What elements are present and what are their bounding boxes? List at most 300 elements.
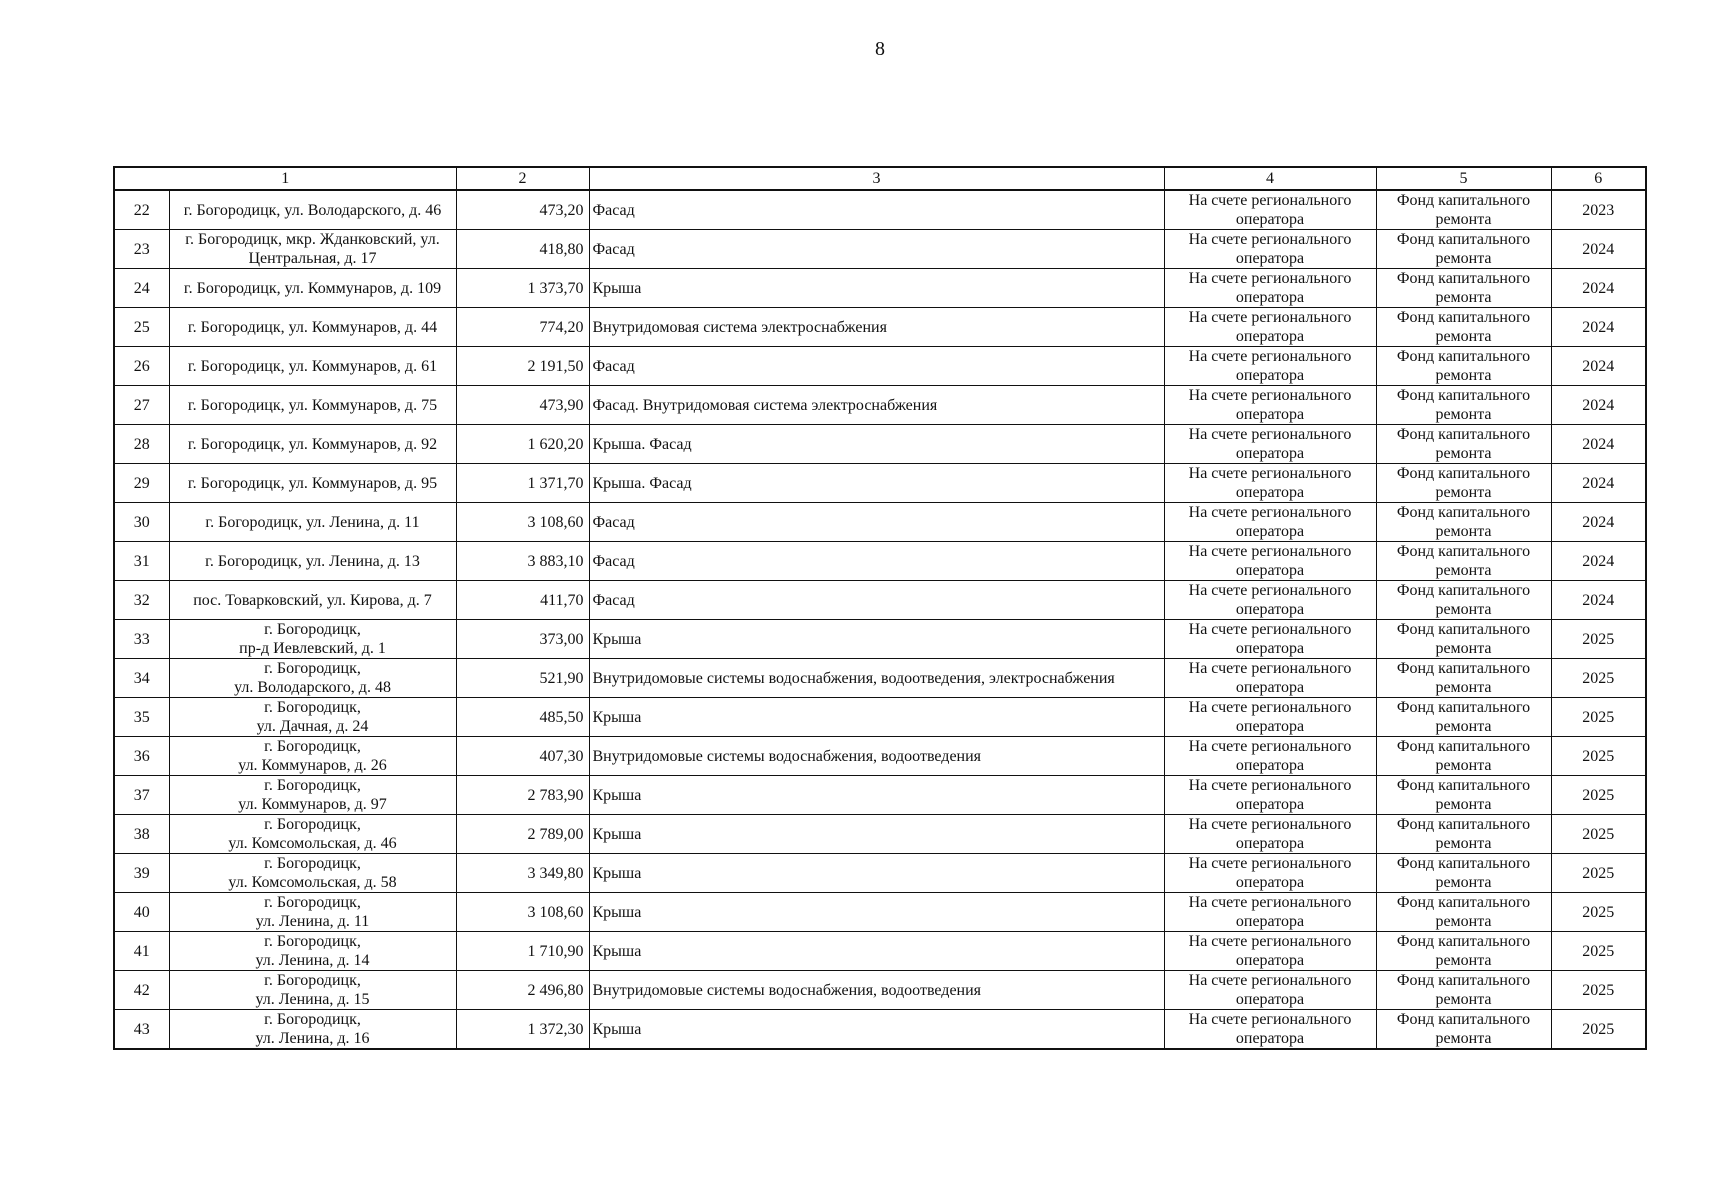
address-cell-line: ул. Комсомольская, д. 58 (228, 874, 397, 891)
account-cell (1164, 737, 1376, 776)
account-cell-line: оператора (1235, 328, 1305, 345)
funding-source-cell-line: Фонд капитального (1396, 543, 1531, 560)
account-cell-line: оператора (1235, 250, 1305, 267)
funding-source-cell-line: ремонта (1435, 523, 1492, 540)
account-cell-line: оператора (1235, 679, 1305, 696)
works-cell: Внутридомовые системы водоснабжения, водоотведения, электроснабжения (589, 659, 1164, 698)
year-cell: 2024 (1551, 542, 1646, 581)
account-cell-line: оператора (1235, 718, 1305, 735)
account-cell-line: оператора (1235, 211, 1305, 228)
funding-source-cell-line: ремонта (1435, 640, 1492, 657)
address-cell (169, 815, 456, 854)
funding-source-cell (1376, 971, 1551, 1010)
account-cell-line: оператора (1235, 484, 1305, 501)
table-row (114, 854, 1646, 893)
funding-source-cell (1376, 542, 1551, 581)
account-cell-line: оператора (1235, 835, 1305, 852)
address-cell (169, 932, 456, 971)
year-cell: 2023 (1551, 190, 1646, 230)
address-cell (169, 776, 456, 815)
address-cell-line: ул. Коммунаров, д. 26 (238, 757, 387, 774)
address-cell (169, 1010, 456, 1050)
address-cell-line: г. Богородицк, (264, 972, 361, 989)
funding-source-cell (1376, 581, 1551, 620)
area-cell: 1 710,90 (456, 932, 589, 971)
account-cell-line: На счете регионального (1188, 231, 1352, 248)
address-cell-line: г. Богородицк, (264, 1011, 361, 1028)
address-cell-line: ул. Ленина, д. 11 (255, 913, 370, 930)
year-cell: 2024 (1551, 308, 1646, 347)
account-cell (1164, 347, 1376, 386)
table-row (114, 698, 1646, 737)
address-cell-line: г. Богородицк, (264, 816, 361, 833)
works-cell: Крыша (589, 932, 1164, 971)
table-row (114, 815, 1646, 854)
table-row (114, 971, 1646, 1010)
works-cell: Внутридомовые системы водоснабжения, водоотведения (589, 737, 1164, 776)
address-cell-line: г. Богородицк, ул. Коммунаров, д. 92 (187, 435, 438, 453)
year-cell: 2024 (1551, 581, 1646, 620)
row-number-cell: 31 (114, 542, 169, 581)
year-cell: 2025 (1551, 932, 1646, 971)
account-cell-line: оператора (1235, 640, 1305, 657)
address-cell (169, 386, 456, 425)
table-row (114, 308, 1646, 347)
account-cell-line: На счете регионального (1188, 387, 1352, 404)
address-cell (169, 269, 456, 308)
header-col-4: 4 (1164, 167, 1376, 190)
account-cell-line: оператора (1235, 874, 1305, 891)
row-number-cell: 38 (114, 815, 169, 854)
year-cell: 2025 (1551, 1010, 1646, 1050)
address-cell-line: г. Богородицк, (264, 738, 361, 755)
table-row (114, 347, 1646, 386)
account-cell (1164, 698, 1376, 737)
account-cell (1164, 1010, 1376, 1050)
row-number-cell: 39 (114, 854, 169, 893)
account-cell-line: На счете регионального (1188, 972, 1352, 989)
works-cell: Фасад (589, 230, 1164, 269)
area-cell: 3 883,10 (456, 542, 589, 581)
account-cell-line: На счете регионального (1188, 660, 1352, 677)
funding-source-cell-line: Фонд капитального (1396, 660, 1531, 677)
header-col-6: 6 (1551, 167, 1646, 190)
account-cell (1164, 893, 1376, 932)
area-cell: 2 191,50 (456, 347, 589, 386)
address-cell-line: г. Богородицк, (264, 699, 361, 716)
address-cell (169, 503, 456, 542)
row-number-cell: 34 (114, 659, 169, 698)
repair-schedule-table (113, 166, 1647, 1050)
area-cell: 2 789,00 (456, 815, 589, 854)
funding-source-cell-line: Фонд капитального (1396, 699, 1531, 716)
account-cell-line: На счете регионального (1188, 465, 1352, 482)
address-cell (169, 698, 456, 737)
account-cell (1164, 425, 1376, 464)
area-cell: 521,90 (456, 659, 589, 698)
works-cell: Фасад (589, 581, 1164, 620)
works-cell: Внутридомовая система электроснабжения (589, 308, 1164, 347)
funding-source-cell (1376, 190, 1551, 230)
address-cell-line: ул. Ленина, д. 14 (255, 952, 370, 969)
funding-source-cell-line: Фонд капитального (1396, 933, 1531, 950)
account-cell-line: На счете регионального (1188, 738, 1352, 755)
account-cell-line: На счете регионального (1188, 582, 1352, 599)
table-row (114, 542, 1646, 581)
funding-source-cell (1376, 659, 1551, 698)
funding-source-cell (1376, 308, 1551, 347)
funding-source-cell-line: Фонд капитального (1396, 426, 1531, 443)
funding-source-cell-line: ремонта (1435, 835, 1492, 852)
area-cell: 473,90 (456, 386, 589, 425)
address-cell-line: г. Богородицк, ул. Коммунаров, д. 109 (183, 279, 442, 297)
funding-source-cell-line: Фонд капитального (1396, 387, 1531, 404)
funding-source-cell-line: ремонта (1435, 952, 1492, 969)
area-cell: 3 349,80 (456, 854, 589, 893)
account-cell-line: оператора (1235, 601, 1305, 618)
area-cell: 1 620,20 (456, 425, 589, 464)
area-cell: 2 496,80 (456, 971, 589, 1010)
funding-source-cell-line: ремонта (1435, 757, 1492, 774)
table-row (114, 776, 1646, 815)
table-row (114, 1010, 1646, 1050)
year-cell: 2025 (1551, 815, 1646, 854)
year-cell: 2024 (1551, 230, 1646, 269)
table-row (114, 737, 1646, 776)
funding-source-cell (1376, 815, 1551, 854)
year-cell: 2025 (1551, 776, 1646, 815)
table-row (114, 893, 1646, 932)
account-cell-line: На счете регионального (1188, 933, 1352, 950)
page-number: 8 (875, 38, 885, 60)
address-cell-line: ул. Ленина, д. 16 (255, 1030, 370, 1047)
funding-source-cell-line: ремонта (1435, 445, 1492, 462)
funding-source-cell (1376, 347, 1551, 386)
row-number-cell: 28 (114, 425, 169, 464)
account-cell-line: оператора (1235, 289, 1305, 306)
funding-source-cell (1376, 620, 1551, 659)
address-cell (169, 542, 456, 581)
address-cell-line: г. Богородицк, ул. Коммунаров, д. 95 (187, 474, 438, 492)
table-row (114, 659, 1646, 698)
header-col-1: 1 (114, 167, 456, 190)
funding-source-cell (1376, 464, 1551, 503)
address-cell (169, 854, 456, 893)
account-cell (1164, 659, 1376, 698)
row-number-cell: 37 (114, 776, 169, 815)
address-cell-line: г. Богородицк, (264, 855, 361, 872)
table-row (114, 932, 1646, 971)
funding-source-cell-line: Фонд капитального (1396, 972, 1531, 989)
account-cell (1164, 230, 1376, 269)
funding-source-cell-line: ремонта (1435, 679, 1492, 696)
account-cell-line: На счете регионального (1188, 855, 1352, 872)
funding-source-cell-line: ремонта (1435, 874, 1492, 891)
year-cell: 2025 (1551, 698, 1646, 737)
row-number-cell: 32 (114, 581, 169, 620)
year-cell: 2025 (1551, 659, 1646, 698)
row-number-cell: 29 (114, 464, 169, 503)
address-cell (169, 971, 456, 1010)
funding-source-cell-line: Фонд капитального (1396, 270, 1531, 287)
address-cell-line: г. Богородицк, (264, 621, 361, 638)
account-cell-line: На счете регионального (1188, 543, 1352, 560)
funding-source-cell-line: Фонд капитального (1396, 582, 1531, 599)
year-cell: 2025 (1551, 737, 1646, 776)
works-cell: Крыша. Фасад (589, 425, 1164, 464)
funding-source-cell (1376, 698, 1551, 737)
works-cell: Фасад (589, 503, 1164, 542)
account-cell (1164, 308, 1376, 347)
table-row (114, 464, 1646, 503)
funding-source-cell (1376, 425, 1551, 464)
row-number-cell: 22 (114, 190, 169, 230)
funding-source-cell (1376, 503, 1551, 542)
row-number-cell: 40 (114, 893, 169, 932)
funding-source-cell-line: Фонд капитального (1396, 894, 1531, 911)
works-cell: Крыша (589, 893, 1164, 932)
funding-source-cell-line: Фонд капитального (1396, 192, 1531, 209)
year-cell: 2025 (1551, 971, 1646, 1010)
address-cell-line: пос. Товарковский, ул. Кирова, д. 7 (193, 591, 432, 609)
table-row (114, 503, 1646, 542)
row-number-cell: 25 (114, 308, 169, 347)
year-cell: 2024 (1551, 347, 1646, 386)
row-number-cell: 23 (114, 230, 169, 269)
account-cell (1164, 971, 1376, 1010)
table-header (114, 167, 1646, 190)
funding-source-cell (1376, 932, 1551, 971)
account-cell-line: оператора (1235, 952, 1305, 969)
address-cell (169, 347, 456, 386)
account-cell (1164, 190, 1376, 230)
account-cell-line: На счете регионального (1188, 1011, 1352, 1028)
table-row (114, 581, 1646, 620)
account-cell-line: На счете регионального (1188, 504, 1352, 521)
funding-source-cell-line: ремонта (1435, 367, 1492, 384)
table-row (114, 190, 1646, 230)
area-cell: 473,20 (456, 190, 589, 230)
funding-source-cell-line: ремонта (1435, 328, 1492, 345)
row-number-cell: 26 (114, 347, 169, 386)
address-cell-line: пр-д Иевлевский, д. 1 (239, 640, 386, 657)
account-cell (1164, 464, 1376, 503)
table-row (114, 230, 1646, 269)
row-number-cell: 33 (114, 620, 169, 659)
funding-source-cell (1376, 854, 1551, 893)
account-cell (1164, 581, 1376, 620)
table-row (114, 386, 1646, 425)
account-cell-line: оператора (1235, 757, 1305, 774)
address-cell-line: г. Богородицк, ул. Коммунаров, д. 44 (187, 318, 438, 336)
works-cell: Крыша (589, 269, 1164, 308)
address-cell-line: ул. Ленина, д. 15 (255, 991, 370, 1008)
funding-source-cell-line: ремонта (1435, 718, 1492, 735)
funding-source-cell-line: ремонта (1435, 796, 1492, 813)
area-cell: 1 372,30 (456, 1010, 589, 1050)
address-cell-line: ул. Комсомольская, д. 46 (228, 835, 397, 852)
account-cell-line: На счете регионального (1188, 621, 1352, 638)
works-cell: Крыша (589, 1010, 1164, 1050)
row-number-cell: 24 (114, 269, 169, 308)
header-col-3: 3 (589, 167, 1164, 190)
address-cell-line: г. Богородицк, ул. Коммунаров, д. 61 (187, 357, 438, 375)
account-cell (1164, 620, 1376, 659)
account-cell-line: оператора (1235, 796, 1305, 813)
address-cell (169, 190, 456, 230)
year-cell: 2025 (1551, 854, 1646, 893)
year-cell: 2024 (1551, 269, 1646, 308)
works-cell: Фасад (589, 347, 1164, 386)
year-cell: 2024 (1551, 464, 1646, 503)
account-cell (1164, 386, 1376, 425)
works-cell: Фасад (589, 542, 1164, 581)
area-cell: 3 108,60 (456, 503, 589, 542)
funding-source-cell-line: ремонта (1435, 406, 1492, 423)
address-cell-line: г. Богородицк, ул. Володарского, д. 46 (183, 201, 442, 219)
account-cell-line: оператора (1235, 445, 1305, 462)
address-cell-line: ул. Коммунаров, д. 97 (238, 796, 387, 813)
address-cell (169, 581, 456, 620)
funding-source-cell-line: Фонд капитального (1396, 621, 1531, 638)
funding-source-cell-line: Фонд капитального (1396, 738, 1531, 755)
address-cell-line: г. Богородицк, ул. Ленина, д. 13 (205, 552, 420, 570)
account-cell-line: На счете регионального (1188, 816, 1352, 833)
account-cell-line: На счете регионального (1188, 270, 1352, 287)
table-row (114, 425, 1646, 464)
table-body (114, 190, 1646, 1049)
funding-source-cell-line: ремонта (1435, 250, 1492, 267)
funding-source-cell-line: ремонта (1435, 1030, 1492, 1047)
row-number-cell: 43 (114, 1010, 169, 1050)
area-cell: 1 373,70 (456, 269, 589, 308)
account-cell (1164, 503, 1376, 542)
address-cell-line: ул. Дачная, д. 24 (256, 718, 369, 735)
account-cell (1164, 815, 1376, 854)
address-cell (169, 737, 456, 776)
address-cell (169, 893, 456, 932)
funding-source-cell (1376, 737, 1551, 776)
funding-source-cell-line: Фонд капитального (1396, 348, 1531, 365)
address-cell-line: Центральная, д. 17 (248, 250, 377, 267)
address-cell-line: г. Богородицк, (264, 660, 361, 677)
account-cell-line: оператора (1235, 1030, 1305, 1047)
funding-source-cell-line: ремонта (1435, 913, 1492, 930)
works-cell: Крыша (589, 815, 1164, 854)
header-col-5: 5 (1376, 167, 1551, 190)
funding-source-cell (1376, 386, 1551, 425)
funding-source-cell-line: ремонта (1435, 289, 1492, 306)
account-cell-line: На счете регионального (1188, 426, 1352, 443)
funding-source-cell-line: ремонта (1435, 991, 1492, 1008)
account-cell-line: На счете регионального (1188, 309, 1352, 326)
account-cell-line: оператора (1235, 913, 1305, 930)
funding-source-cell-line: Фонд капитального (1396, 855, 1531, 872)
area-cell: 407,30 (456, 737, 589, 776)
funding-source-cell-line: Фонд капитального (1396, 777, 1531, 794)
area-cell: 373,00 (456, 620, 589, 659)
address-cell (169, 425, 456, 464)
funding-source-cell (1376, 269, 1551, 308)
account-cell-line: На счете регионального (1188, 894, 1352, 911)
account-cell-line: оператора (1235, 991, 1305, 1008)
funding-source-cell-line: ремонта (1435, 562, 1492, 579)
area-cell: 418,80 (456, 230, 589, 269)
address-cell-line: г. Богородицк, ул. Коммунаров, д. 75 (187, 396, 438, 414)
works-cell: Внутридомовые системы водоснабжения, водоотведения (589, 971, 1164, 1010)
header-row (114, 167, 1646, 190)
funding-source-cell-line: ремонта (1435, 211, 1492, 228)
address-cell (169, 464, 456, 503)
address-cell-line: г. Богородицк, (264, 894, 361, 911)
row-number-cell: 35 (114, 698, 169, 737)
works-cell: Фасад (589, 190, 1164, 230)
works-cell: Фасад. Внутридомовая система электроснабжения (589, 386, 1164, 425)
row-number-cell: 42 (114, 971, 169, 1010)
funding-source-cell-line: Фонд капитального (1396, 816, 1531, 833)
row-number-cell: 30 (114, 503, 169, 542)
account-cell-line: оператора (1235, 562, 1305, 579)
funding-source-cell-line: ремонта (1435, 484, 1492, 501)
account-cell (1164, 776, 1376, 815)
area-cell: 3 108,60 (456, 893, 589, 932)
address-cell (169, 620, 456, 659)
account-cell-line: На счете регионального (1188, 777, 1352, 794)
works-cell: Крыша (589, 698, 1164, 737)
area-cell: 2 783,90 (456, 776, 589, 815)
row-number-cell: 41 (114, 932, 169, 971)
area-cell: 1 371,70 (456, 464, 589, 503)
year-cell: 2025 (1551, 893, 1646, 932)
row-number-cell: 36 (114, 737, 169, 776)
funding-source-cell-line: Фонд капитального (1396, 231, 1531, 248)
address-cell (169, 659, 456, 698)
funding-source-cell-line: Фонд капитального (1396, 465, 1531, 482)
table-row (114, 620, 1646, 659)
account-cell-line: оператора (1235, 523, 1305, 540)
funding-source-cell (1376, 1010, 1551, 1050)
address-cell-line: г. Богородицк, мкр. Жданковский, ул. (185, 231, 440, 248)
funding-source-cell (1376, 893, 1551, 932)
account-cell-line: оператора (1235, 367, 1305, 384)
funding-source-cell (1376, 776, 1551, 815)
account-cell-line: На счете регионального (1188, 348, 1352, 365)
account-cell-line: На счете регионального (1188, 192, 1352, 209)
area-cell: 411,70 (456, 581, 589, 620)
funding-source-cell-line: Фонд капитального (1396, 309, 1531, 326)
address-cell (169, 308, 456, 347)
funding-source-cell-line: Фонд капитального (1396, 504, 1531, 521)
table-row (114, 269, 1646, 308)
row-number-cell: 27 (114, 386, 169, 425)
address-cell-line: ул. Володарского, д. 48 (234, 679, 391, 696)
year-cell: 2024 (1551, 425, 1646, 464)
address-cell (169, 230, 456, 269)
year-cell: 2025 (1551, 620, 1646, 659)
year-cell: 2024 (1551, 386, 1646, 425)
year-cell: 2024 (1551, 503, 1646, 542)
account-cell (1164, 932, 1376, 971)
account-cell (1164, 854, 1376, 893)
funding-source-cell-line: ремонта (1435, 601, 1492, 618)
address-cell-line: г. Богородицк, (264, 933, 361, 950)
address-cell-line: г. Богородицк, ул. Ленина, д. 11 (205, 513, 420, 531)
address-cell-line: г. Богородицк, (264, 777, 361, 794)
works-cell: Крыша (589, 776, 1164, 815)
account-cell-line: На счете регионального (1188, 699, 1352, 716)
header-col-2: 2 (456, 167, 589, 190)
funding-source-cell-line: Фонд капитального (1396, 1011, 1531, 1028)
